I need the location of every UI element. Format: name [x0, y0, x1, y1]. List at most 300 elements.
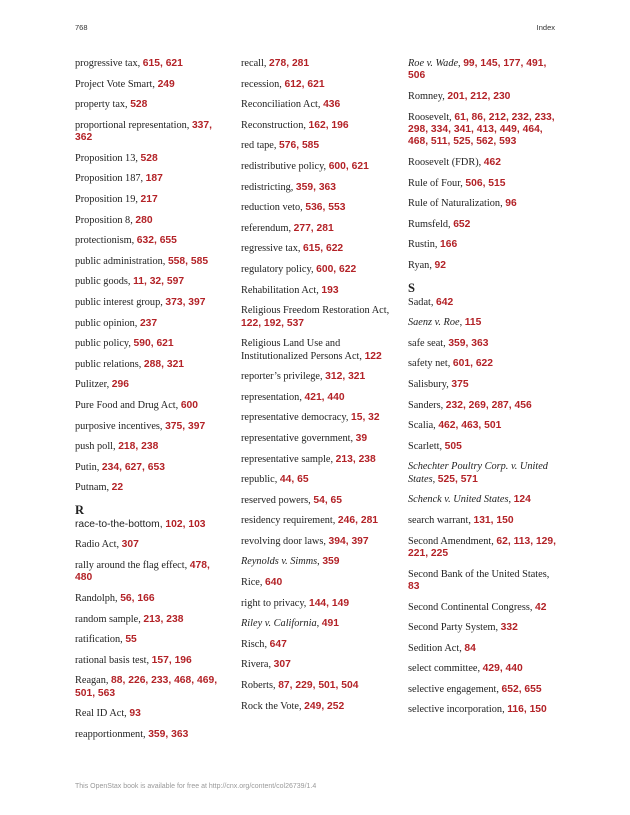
index-term: Project Vote Smart,: [75, 78, 158, 90]
page-link[interactable]: 177: [503, 58, 521, 69]
index-term: race-to-the-bottom,: [75, 518, 166, 530]
page-separator: ,: [160, 613, 167, 625]
index-entry: [75, 153, 225, 165]
index-entry: [241, 182, 391, 194]
page-link[interactable]: 233: [534, 111, 552, 123]
index-entry: [408, 602, 558, 614]
page-link[interactable]: 585: [301, 140, 320, 152]
page-link[interactable]: 65: [330, 494, 343, 506]
page-link[interactable]: 440: [505, 663, 523, 675]
page-link[interactable]: 413: [476, 124, 494, 135]
page-link[interactable]: 600: [328, 160, 346, 172]
index-term: select committee,: [408, 663, 483, 675]
page-link[interactable]: 511: [430, 136, 448, 148]
page-separator: ,: [281, 317, 287, 329]
index-term: Reconstruction,: [241, 119, 309, 131]
page-link[interactable]: 234: [101, 461, 120, 473]
page-link[interactable]: 11: [133, 276, 144, 288]
page-link[interactable]: 600: [180, 399, 199, 411]
page-link[interactable]: 157: [151, 654, 169, 666]
page-link[interactable]: 622: [339, 263, 357, 275]
page-separator: ,: [142, 461, 148, 473]
page-separator: ,: [143, 276, 150, 288]
page-link[interactable]: 277: [293, 222, 311, 234]
page-link[interactable]: 478: [189, 560, 207, 572]
index-term: public interest group,: [75, 296, 166, 308]
index-term: Religious Land Use and Institutionalized Persons Act,: [241, 338, 365, 362]
index-term: Schenck v. United States: [408, 494, 509, 506]
index-entry: [408, 317, 558, 329]
page-link[interactable]: 225: [430, 547, 449, 559]
page-separator: ,: [345, 160, 352, 172]
page-link[interactable]: 652: [453, 218, 471, 230]
index-term: Saenz v. Roe: [408, 317, 460, 329]
page-link[interactable]: 397: [351, 535, 369, 547]
index-term: Rivera,: [241, 659, 274, 671]
page-link[interactable]: 62: [496, 535, 508, 547]
index-term: public relations,: [75, 358, 144, 370]
page-link[interactable]: 166: [137, 593, 155, 605]
page-link[interactable]: 334: [430, 124, 449, 135]
index-entry: [75, 519, 225, 531]
index-term: public administration,: [75, 255, 168, 267]
page-separator: ,: [490, 514, 497, 526]
page-link[interactable]: 131: [473, 514, 491, 526]
index-entry: [241, 120, 391, 132]
index-term: property tax,: [75, 99, 131, 111]
page-link[interactable]: 576: [279, 140, 297, 152]
page-link[interactable]: 84: [464, 642, 476, 654]
page-link[interactable]: 363: [318, 181, 337, 193]
page-separator: ,: [296, 140, 302, 152]
page-link[interactable]: 102: [165, 518, 183, 530]
page-link[interactable]: 88: [111, 675, 123, 687]
page-link[interactable]: 217: [140, 193, 158, 205]
page-separator: ,: [342, 371, 349, 383]
page-link[interactable]: 632: [136, 235, 154, 247]
page-link[interactable]: 86: [471, 111, 484, 123]
page-link[interactable]: 252: [327, 700, 345, 712]
page-link[interactable]: 312: [325, 371, 343, 383]
page-link[interactable]: 230: [493, 91, 511, 102]
page-link[interactable]: 196: [174, 654, 192, 666]
page-link[interactable]: 246: [337, 515, 356, 527]
index-term: public policy,: [75, 338, 134, 350]
index-entry: [75, 593, 225, 605]
page-link[interactable]: 249: [157, 78, 175, 90]
page-link[interactable]: 129: [535, 535, 554, 547]
page-link[interactable]: 218: [118, 441, 136, 453]
index-entry: [408, 494, 558, 506]
page-link[interactable]: 468: [174, 675, 192, 687]
page-link[interactable]: 226: [128, 675, 146, 687]
page-link[interactable]: 193: [321, 284, 339, 296]
page-link[interactable]: 281: [291, 58, 310, 69]
page-separator: ,: [543, 58, 547, 69]
page-link[interactable]: 615: [142, 58, 160, 69]
index-term: Real ID Act,: [75, 708, 130, 720]
page-link[interactable]: 221: [408, 547, 426, 559]
page-link[interactable]: 144: [308, 597, 327, 609]
index-entry: [241, 412, 391, 424]
page-link[interactable]: 32: [368, 412, 380, 424]
index-entry: [75, 421, 225, 433]
index-entry: [408, 178, 558, 190]
page-link[interactable]: 162: [308, 119, 326, 131]
index-term: Roosevelt,: [408, 111, 455, 123]
page-link[interactable]: 166: [440, 239, 458, 251]
page-link[interactable]: 65: [297, 474, 309, 486]
page-link[interactable]: 287: [491, 399, 509, 411]
page-link[interactable]: 464: [522, 124, 540, 135]
index-term: Pure Food and Drug Act,: [75, 399, 181, 411]
index-term: regulatory policy,: [241, 263, 317, 275]
page-link[interactable]: 491: [321, 618, 339, 630]
index-entry: [241, 618, 391, 630]
page-link[interactable]: 440: [327, 391, 345, 403]
page-link[interactable]: 462: [483, 157, 501, 168]
page-link[interactable]: 115: [464, 317, 482, 329]
page-link[interactable]: 359: [295, 181, 314, 193]
page-link[interactable]: 597: [166, 276, 185, 288]
index-entry: [408, 441, 558, 453]
page-link[interactable]: 321: [348, 371, 366, 383]
index-entry: [75, 256, 225, 268]
page-link[interactable]: 653: [147, 461, 165, 473]
page-link[interactable]: 655: [159, 235, 177, 247]
page-link[interactable]: 558: [167, 255, 186, 267]
page-link[interactable]: 362: [75, 132, 93, 144]
page-link[interactable]: 621: [165, 58, 183, 69]
page-link[interactable]: 528: [130, 99, 148, 111]
index-term: recall,: [241, 58, 270, 69]
page-link[interactable]: 506: [408, 70, 426, 82]
page-separator: ,: [153, 235, 160, 247]
page-separator: ,: [518, 683, 525, 695]
page-link[interactable]: 375: [165, 420, 183, 432]
page-separator: ,: [310, 222, 317, 234]
page-link[interactable]: 54: [313, 494, 325, 506]
page-link[interactable]: 288: [143, 358, 162, 370]
page-link[interactable]: 212: [488, 111, 506, 123]
index-entry: [241, 495, 391, 507]
index-entry: [408, 461, 558, 486]
page-link[interactable]: 456: [514, 399, 532, 411]
page-separator: ,: [168, 654, 175, 666]
index-term: reserved powers,: [241, 494, 314, 506]
page-link[interactable]: 192: [263, 317, 282, 329]
page-separator: ,: [182, 518, 189, 530]
index-entry: [75, 338, 225, 350]
page-separator: ,: [528, 111, 535, 123]
page-separator: ,: [182, 296, 189, 308]
page-link[interactable]: 504: [341, 680, 359, 692]
index-entry: [75, 297, 225, 309]
page-link[interactable]: 337: [191, 119, 210, 131]
page-link[interactable]: 463: [461, 420, 479, 432]
page-link[interactable]: 122: [364, 350, 382, 362]
index-term: Putnam,: [75, 482, 112, 494]
page-link[interactable]: 627: [124, 461, 143, 473]
page-separator: ,: [131, 593, 138, 605]
index-entry: [408, 358, 558, 370]
page-separator: ,: [470, 136, 477, 148]
page-link[interactable]: 321: [166, 358, 185, 370]
index-entry: [408, 420, 558, 432]
page-link[interactable]: 280: [135, 214, 153, 226]
page-link[interactable]: 615: [303, 243, 321, 255]
index-entry: [408, 157, 558, 169]
index-term: Second Continental Congress,: [408, 601, 535, 613]
page-link[interactable]: 655: [524, 683, 542, 695]
index-term: Rule of Naturalization,: [408, 198, 506, 210]
page-link[interactable]: 601: [452, 358, 471, 370]
index-entry: [75, 441, 225, 453]
index-entry: [408, 536, 558, 561]
page-separator: ,: [553, 535, 556, 547]
page-link[interactable]: 585: [190, 255, 209, 267]
index-entry: [241, 285, 391, 297]
index-term: Second Amendment,: [408, 535, 497, 547]
index-term: revolving door laws,: [241, 535, 329, 547]
page-link[interactable]: 149: [331, 597, 350, 609]
page-separator: ,: [505, 111, 512, 123]
page-link[interactable]: 421: [304, 391, 322, 403]
index-entry: [408, 643, 558, 655]
page-link[interactable]: 238: [141, 441, 159, 453]
index-term: Proposition 187,: [75, 173, 146, 185]
page-link[interactable]: 249: [304, 700, 322, 712]
page-link[interactable]: 394: [328, 535, 346, 547]
page-link[interactable]: 232: [511, 111, 529, 123]
index-entry: [408, 704, 558, 716]
page-link[interactable]: 600: [316, 263, 334, 275]
page-separator: ,: [145, 675, 152, 687]
page-link[interactable]: 56: [120, 593, 132, 605]
page-link[interactable]: 15: [350, 412, 363, 424]
page-separator: ,: [122, 675, 129, 687]
page-link[interactable]: 150: [529, 704, 547, 716]
page-link[interactable]: 61: [454, 111, 466, 123]
page-link[interactable]: 39: [355, 432, 368, 444]
page-link[interactable]: 571: [460, 473, 478, 485]
page-link[interactable]: 525: [437, 473, 455, 485]
index-term: Proposition 13,: [75, 152, 141, 164]
page-link[interactable]: 281: [316, 222, 334, 234]
page-link[interactable]: 621: [351, 160, 369, 172]
page-link[interactable]: 359: [322, 556, 340, 568]
page-link[interactable]: 145: [480, 58, 498, 69]
page-link[interactable]: 612: [284, 78, 302, 90]
index-term: Scalia,: [408, 420, 439, 432]
page-link[interactable]: 93: [129, 708, 141, 720]
index-term: search warrant,: [408, 514, 474, 526]
index-term: Riley v. California: [241, 618, 317, 630]
page-separator: ,: [499, 663, 506, 675]
page-link[interactable]: 232: [445, 399, 463, 411]
index-column-1: [75, 58, 225, 750]
index-entry: [241, 140, 391, 152]
index-term: rally around the flag effect,: [75, 560, 190, 572]
page-link[interactable]: 83: [408, 580, 420, 592]
index-term: progressive tax,: [75, 58, 143, 69]
page-link[interactable]: 397: [188, 296, 206, 308]
page-link[interactable]: 332: [500, 622, 518, 634]
page-link[interactable]: 150: [496, 514, 514, 526]
index-entry: [241, 536, 391, 548]
page-link[interactable]: 622: [325, 243, 344, 255]
index-term: Scarlett,: [408, 440, 445, 452]
index-entry: [75, 58, 225, 70]
page-link[interactable]: 642: [436, 296, 454, 308]
page-link[interactable]: 92: [434, 259, 446, 271]
page-separator: ,: [150, 338, 157, 350]
index-entry: [75, 655, 225, 667]
page-link[interactable]: 213: [335, 453, 353, 465]
page-link[interactable]: 341: [453, 124, 472, 135]
page-link[interactable]: 212: [470, 91, 488, 102]
page-link[interactable]: 505: [444, 440, 462, 452]
page-link[interactable]: 491: [526, 58, 544, 69]
page-link[interactable]: 562: [476, 136, 494, 148]
page-link[interactable]: 213: [143, 613, 161, 625]
page-link[interactable]: 278: [269, 58, 287, 69]
index-column-2: [241, 58, 391, 721]
page-link[interactable]: 480: [75, 572, 93, 584]
page-link[interactable]: 462: [438, 420, 456, 432]
page-link[interactable]: 622: [475, 358, 493, 370]
index-entry: [241, 243, 391, 255]
page-link[interactable]: 113: [513, 535, 531, 547]
page-link[interactable]: 621: [307, 78, 325, 90]
page-separator: ,: [483, 111, 489, 123]
page-separator: ,: [321, 391, 328, 403]
page-link[interactable]: 116: [507, 704, 524, 716]
index-entry: [408, 239, 558, 251]
page-link[interactable]: 363: [171, 729, 189, 741]
page-separator: ,: [465, 337, 472, 349]
page-link[interactable]: 87: [278, 680, 290, 692]
page-link[interactable]: 468: [408, 136, 426, 148]
page-link[interactable]: 647: [269, 638, 287, 650]
page-link[interactable]: 359: [448, 337, 466, 349]
index-term: rational basis test,: [75, 654, 152, 666]
page-link[interactable]: 22: [111, 482, 124, 494]
page-link[interactable]: 469: [197, 675, 215, 687]
page-link[interactable]: 103: [188, 518, 206, 530]
page-separator: ,: [214, 675, 218, 687]
index-term: Proposition 19,: [75, 193, 141, 205]
index-entry: [241, 223, 391, 235]
page-link[interactable]: 124: [513, 494, 531, 506]
page-link[interactable]: 397: [188, 420, 206, 432]
page-link[interactable]: 590: [133, 338, 151, 350]
page-link[interactable]: 196: [331, 119, 349, 131]
page-link[interactable]: 429: [482, 663, 500, 675]
page-link[interactable]: 55: [125, 634, 137, 646]
index-term: Pulitzer,: [75, 379, 112, 391]
index-term: safety net,: [408, 358, 453, 370]
index-term: reporter’s privilege,: [241, 371, 326, 383]
page-link[interactable]: 201: [447, 91, 465, 102]
page-link[interactable]: 501: [484, 420, 502, 432]
index-entry: [241, 338, 391, 363]
page-link[interactable]: 536: [305, 202, 323, 214]
page-link[interactable]: 621: [156, 338, 174, 350]
index-entry: [241, 305, 391, 330]
page-link[interactable]: 307: [273, 659, 291, 671]
page-link[interactable]: 563: [97, 687, 116, 699]
page-link[interactable]: 373: [165, 296, 183, 308]
page-link[interactable]: 238: [358, 453, 376, 465]
page-link[interactable]: 553: [328, 202, 346, 214]
page-link[interactable]: 237: [139, 317, 158, 329]
page-link[interactable]: 537: [286, 317, 305, 329]
index-term: selective engagement,: [408, 683, 502, 695]
index-entry: [75, 462, 225, 474]
index-term: Radio Act,: [75, 539, 122, 551]
page-link[interactable]: 363: [471, 337, 489, 349]
page-link[interactable]: 32: [149, 276, 162, 288]
page-link[interactable]: 44: [279, 474, 292, 486]
index-entry: [241, 433, 391, 445]
page-link[interactable]: 269: [468, 399, 486, 411]
page-link[interactable]: 233: [151, 675, 169, 687]
page-link[interactable]: 281: [360, 515, 379, 527]
page-link[interactable]: 122: [241, 317, 259, 329]
page-link[interactable]: 298: [408, 124, 426, 135]
page-link[interactable]: 515: [488, 177, 506, 189]
page-link[interactable]: 229: [295, 680, 313, 692]
page-link[interactable]: 187: [145, 173, 163, 185]
page-link[interactable]: 99: [463, 58, 475, 69]
page-link[interactable]: 436: [323, 99, 341, 111]
page-separator: ,: [470, 358, 476, 370]
page-link[interactable]: 652: [501, 683, 519, 695]
index-term: Second Party System,: [408, 622, 501, 634]
index-entry: [241, 99, 391, 111]
index-term: Roosevelt (FDR),: [408, 157, 484, 168]
index-entry: [241, 371, 391, 383]
term-separator: ,: [317, 556, 323, 568]
page-link[interactable]: 307: [121, 539, 139, 551]
index-term: Rock the Vote,: [241, 700, 305, 712]
index-entry: [408, 219, 558, 231]
page-link[interactable]: 528: [140, 152, 158, 164]
page-link[interactable]: 506: [465, 177, 483, 189]
section-letter: S: [408, 280, 415, 295]
page-separator: ,: [286, 58, 292, 69]
page-link[interactable]: 501: [75, 687, 93, 699]
page-link[interactable]: 238: [166, 613, 184, 625]
footer-note: This OpenStax book is available for free at http://cnx.org/content/col26739/1.4: [75, 783, 317, 790]
page-link[interactable]: 501: [318, 680, 336, 692]
page-separator: ,: [482, 177, 489, 189]
page-link[interactable]: 449: [499, 124, 517, 135]
page-link[interactable]: 525: [453, 136, 471, 148]
page-separator: ,: [464, 91, 471, 102]
index-term: Reagan,: [75, 675, 112, 687]
page-separator: ,: [425, 136, 431, 148]
page-link[interactable]: 375: [451, 378, 469, 390]
index-term: push poll,: [75, 441, 119, 453]
page-link[interactable]: 359: [148, 729, 166, 741]
page-link[interactable]: 42: [534, 601, 547, 613]
page-link[interactable]: 296: [111, 379, 129, 391]
page-link[interactable]: 96: [505, 198, 517, 210]
page-link[interactable]: 593: [499, 136, 517, 148]
page-link[interactable]: 640: [265, 577, 283, 589]
